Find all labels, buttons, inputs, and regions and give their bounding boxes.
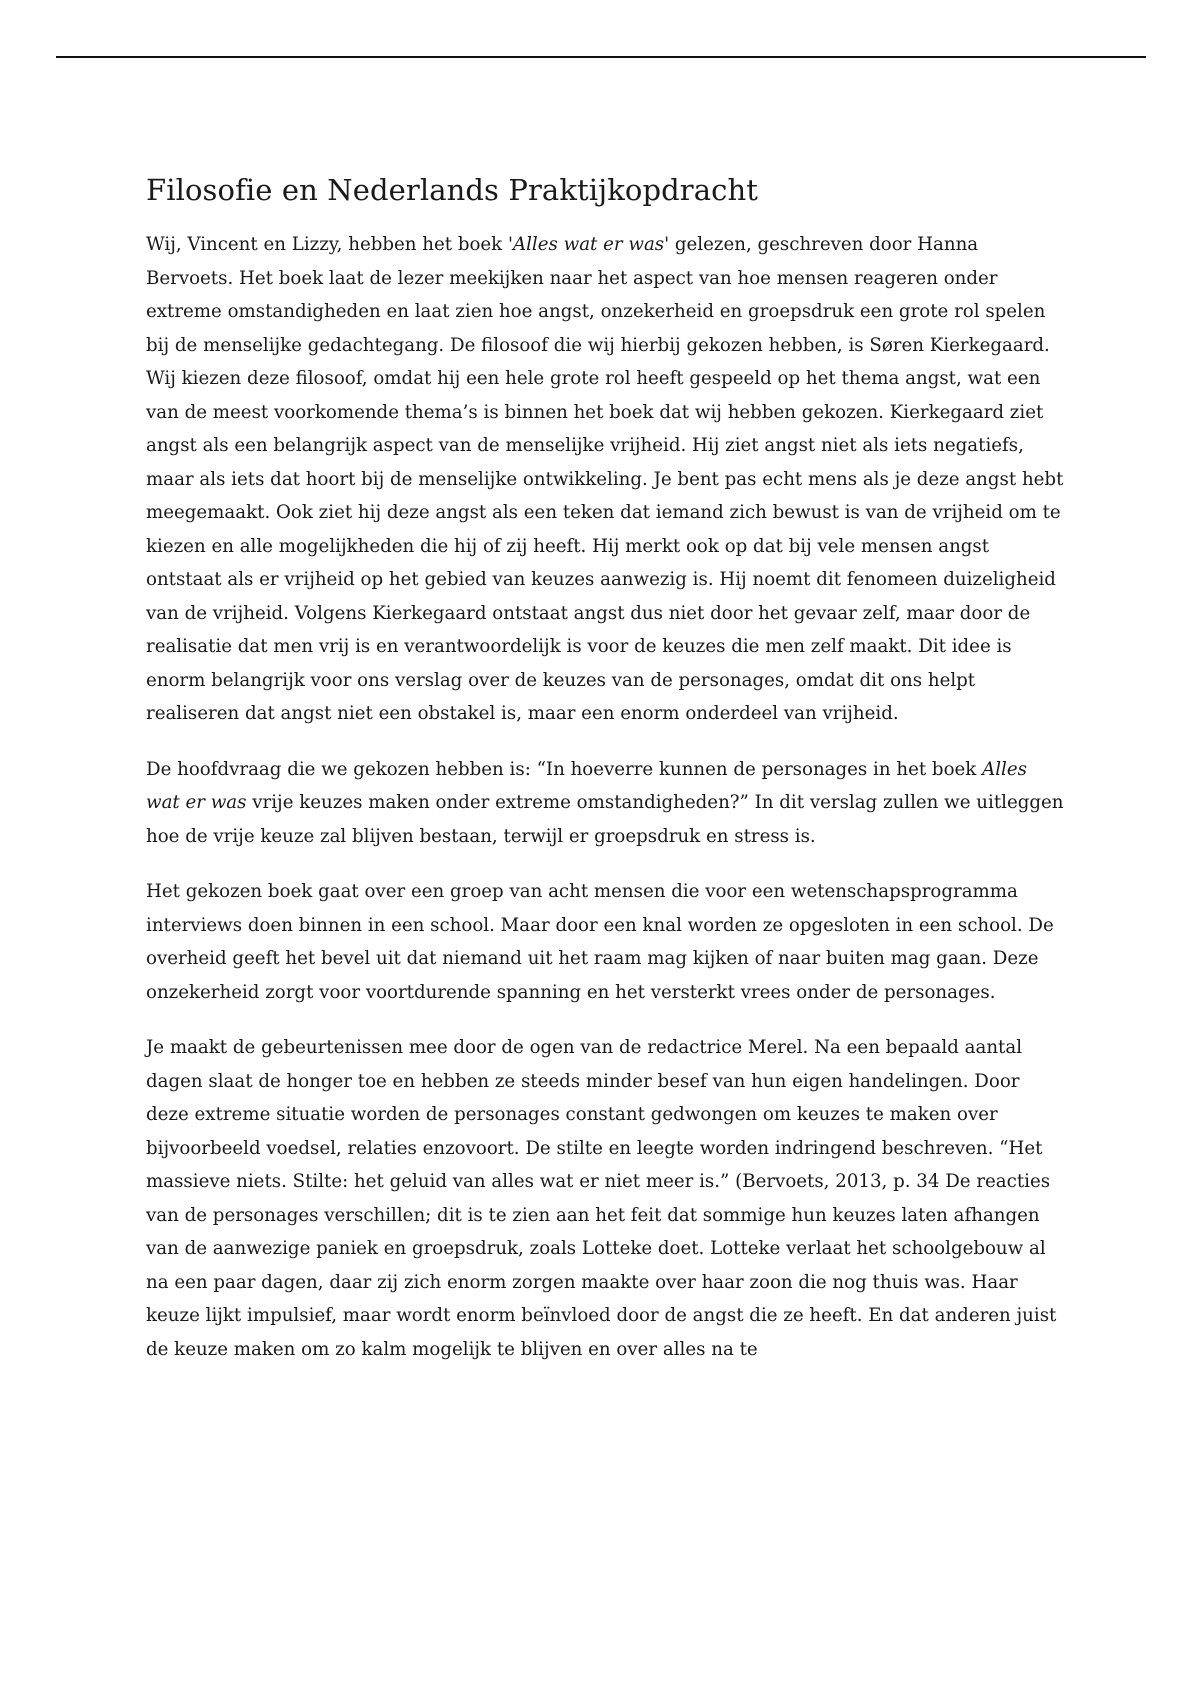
text-run: De hoofdvraag die we gekozen hebben is: “In hoeverre kunnen de personages in het boek xyxy=(146,758,983,780)
text-run: Het gekozen boek gaat over een groep van acht mensen die voor een wetenschapsprogramma interviews doen binnen in een school. Maar door een knal worden ze opgesloten in een school. De overheid geeft het bevel uit dat niemand uit het raam mag kijken of naar buiten mag gaan. Deze onzekerheid zorgt voor voortdurende spanning en het versterkt vrees onder de personages. xyxy=(146,881,1054,1003)
text-run: Wij, Vincent en Lizzy, hebben het boek xyxy=(146,234,508,255)
text-run: Je maakt de gebeurtenissen mee door de ogen van de redactrice Merel. Na een bepaald aantal dagen slaat de honger toe en hebben ze steeds minder besef van hun eigen handelingen. Door deze extreme situatie worden de personages constant gedwongen om keuzes te maken over bijvoorbeeld voedsel, relaties enzovoort. De stilte en leegte worden indringend beschreven. “Het massieve niets. Stilte: het geluid van alles wat er niet meer is.” (Bervoets, 2013, p. 34 De reacties van de personages verschillen; dit is te zien aan het feit dat sommige hun keuzes laten afhangen van de aanwezige paniek en groepsdruk, zoals Lotteke doet. Lotteke verlaat het schoolgebouw al na een paar dagen, daar zij zich enorm zorgen maakte over haar zoon die nog thuis was. Haar keuze lijkt impulsief, maar wordt enorm beïnvloed door de angst die ze heeft. En dat anderen juist de keuze maken om zo kalm mogelijk te blijven en over alles na te xyxy=(146,1037,1057,1360)
paragraph-book-summary xyxy=(146,875,1064,1009)
text-run: gelezen, geschreven door Hanna Bervoets. Het boek laat de lezer meekijken naar het aspect van hoe mensen reageren onder extreme omstandigheden en laat zien hoe angst, onzekerheid en groepsdruk een grote rol spelen bij de menselijke gedachtegang. De filosoof die wij hierbij gekozen hebben, is Søren Kierkegaard. Wij kiezen deze filosoof, omdat hij een hele grote rol heeft gespeeld op het thema angst, wat een van de meest voorkomende thema’s is binnen het boek dat wij hebben gekozen. Kierkegaard ziet angst als een belangrijk aspect van de menselijke vrijheid. Hij ziet angst niet als iets negatiefs, maar als iets dat hoort bij de menselijke ontwikkeling. Je bent pas echt mens als je deze angst hebt meegemaakt. Ook ziet hij deze angst als een teken dat iemand zich bewust is van de vrijheid om te kiezen en alle mogelijkheden die hij of zij heeft. Hij merkt ook op dat bij vele mensen angst ontstaat als er vrijheid op het gebied van keuzes aanwezig is. Hij noemt dit fenomeen duizeligheid van de vrijheid. Volgens Kierkegaard ontstaat angst dus niet door het gevaar zelf, maar door de realisatie dat men vrij is en verantwoordelijk is voor de keuzes die men zelf maakt. Dit idee is enorm belangrijk voor ons verslag over de keuzes van de personages, omdat dit ons helpt realiseren dat angst niet een obstakel is, maar een enorm onderdeel van vrijheid. xyxy=(146,234,1064,724)
header-rule xyxy=(56,56,1146,58)
page-title: Filosofie en Nederlands Praktijkopdracht xyxy=(146,173,758,207)
text-run: vrije keuzes maken onder extreme omstandigheden?” In dit verslag zullen we uitleggen hoe de vrije keuze zal blijven bestaan, terwijl er groepsdruk en stress is. xyxy=(146,792,1064,847)
paragraph-intro xyxy=(146,228,1064,731)
paragraph-analysis xyxy=(146,1031,1064,1366)
document-body xyxy=(146,172,1064,1388)
book-title-italic: Alles wat er was xyxy=(146,758,1027,813)
paragraph-main-question xyxy=(146,753,1064,854)
book-title-italic: 'Alles wat er was' xyxy=(507,234,670,255)
